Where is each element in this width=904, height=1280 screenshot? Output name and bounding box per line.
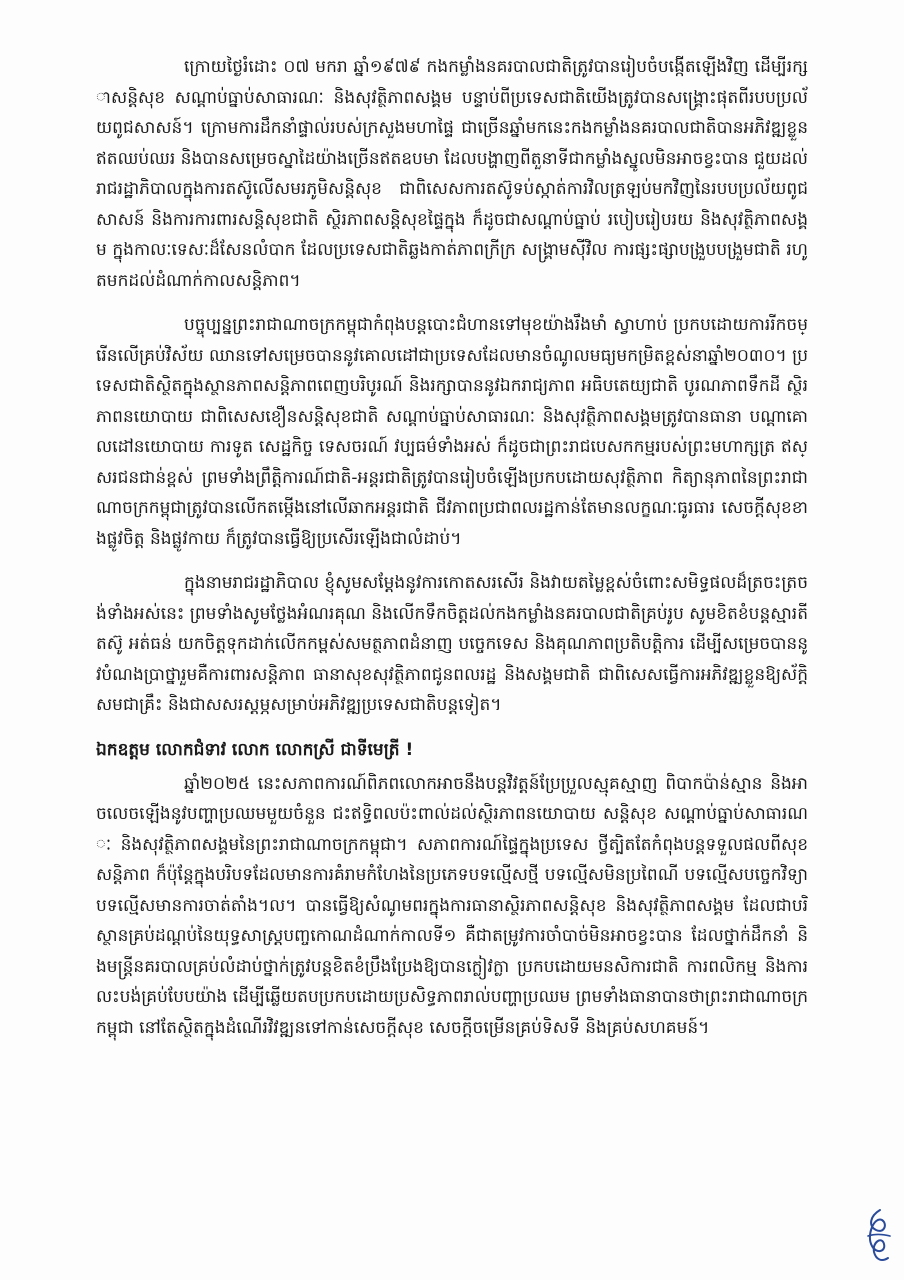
paragraph-4: ឆ្នាំ២០២៥ នេះសភាពការណ៍ពិភពលោកអាចនឹងបន្តវិវត្តន៍ប្រែប្រួលស្មុគស្មាញ ពិបាកប៉ាន់ស្មាន និងអាចលេចឡើងនូវបញ្ហាប្រឈមមួយចំនួន ជះឥទ្ធិពលប៉ះពាល់ដល់ស្ថិរភាពនយោបាយ សន្តិសុខ សណ្តាប់ធ្នាប់សាធារណៈ និងសុវត្ថិភាពសង្គមនៃព្រះរាជាណាចក្រកម្ពុជា។ សភាពការណ៍ផ្ទៃក្នុងប្រទេស ថ្វីត្បិតតែកំពុងបន្តទទួលផលពីសុខសន្តិភាព ក៏ប៉ុន្តែក្នុងបរិបទដែលមានការគំរាមកំហែងនៃប្រភេទបទល្មើសថ្មី បទល្មើសមិនប្រពៃណី បទល្មើសបច្ចេកវិទ្យា បទល្មើសមានការចាត់តាំង។ល។ បានធ្វើឱ្យសំណូមពរក្នុងការធានាស្ថិរភាពសន្តិសុខ និងសុវត្ថិភាពសង្គម ដែលជាបរិស្ថានគ្រប់ដណ្តប់នៃយុទ្ធសាស្ត្របញ្ចកោណដំណាក់កាលទី១ គឺជាតម្រូវការចាំបាច់មិនអាចខ្វះបាន ដែលថ្នាក់ដឹកនាំ និងមន្ត្រីនគរបាលគ្រប់លំដាប់ថ្នាក់ត្រូវបន្តខិតខំប្រឹងប្រែងឱ្យបានក្លៀវក្លា ប្រកបដោយមនសិការជាតិ ការពលិកម្ម និងការលះបង់គ្រប់បែបយ៉ាង ដើម្បីឆ្លើយតបប្រកបដោយប្រសិទ្ធភាពរាល់បញ្ហាប្រឈម ព្រមទាំងធានាបានថាព្រះរាជាណាចក្រកម្ពុជា នៅតែស្ថិតក្នុងដំណើរវិវឌ្ឍនទៅកាន់សេចក្តីសុខ សេចក្តីចម្រើនគ្រប់ទិសទី និងគ្រប់សហគមន៍។ — [96, 773, 808, 1038]
paragraph-3: ក្នុងនាមរាជរដ្ឋាភិបាល ខ្ញុំសូមសម្តែងនូវការកោតសរសើរ និងវាយតម្លៃខ្ពស់ចំពោះសមិទ្ធផលដ៏ត្រចះត្រចង់ទាំងអស់នេះ ព្រមទាំងសូមថ្លែងអំណរគុណ និងលើកទឹកចិត្តដល់កងកម្លាំងនគរបាលជាតិគ្រប់រូប សូមខិតខំបន្តស្មារតីតស៊ូ អត់ធន់ យកចិត្តទុកដាក់លើកកម្ពស់សមត្ថភាពដំនាញ បច្ចេកទេស និងគុណភាពប្រតិបត្តិការ ដើម្បីសម្រេចបាននូវបំណងប្រាថ្នារួមគឺការពារសន្តិភាព ធានាសុខសុវត្ថិភាពជូនពលរដ្ឋ និងសង្គមជាតិ ជាពិសេសធ្វើការអភិវឌ្ឍខ្លួនឱ្យស័ក្តិសមជាគ្រឹះ និងជាសសរស្តម្ភសម្រាប់អភិវឌ្ឍប្រទេសជាតិបន្តទៀត។ — [96, 573, 808, 715]
paragraph-1: ក្រោយថ្ងៃរំដោះ ០៧ មករា ឆ្នាំ១៩៧៩ កងកម្លាំងនគរបាលជាតិត្រូវបានរៀបចំបង្កើតឡើងវិញ ដើម្បីរក្សាសន្តិសុខ សណ្តាប់ធ្នាប់សាធារណៈ និងសុវត្ថិភាពសង្គម បន្ទាប់ពីប្រទេសជាតិយើងត្រូវបានសង្គ្រោះផុតពីរបបប្រល័យពូជសាសន៍។ ក្រោមការដឹកនាំផ្ទាល់របស់ក្រសួងមហាផ្ទៃ ជាច្រើនឆ្នាំមកនេះកងកម្លាំងនគរបាលជាតិបានអភិវឌ្ឍខ្លួនឥតឈប់ឈរ និងបានសម្រេចស្នាដៃយ៉ាងច្រើនឥតឧបមា ដែលបង្ហាញពីតួនាទីជាកម្លាំងស្នូលមិនអាចខ្វះបាន ជួយដល់រាជរដ្ឋាភិបាលក្នុងការតស៊ូលើសមរភូមិសន្តិសុខ ជាពិសេសការតស៊ូទប់ស្កាត់ការវិលត្រឡប់មកវិញនៃរបបប្រល័យពូជសាសន៍ និងការការពារសន្តិសុខជាតិ ស្ថិរភាពសន្តិសុខផ្ទៃក្នុង ក៏ដូចជាសណ្តាប់ធ្នាប់ របៀបរៀបរយ និងសុវត្ថិភាពសង្គម ក្នុងកាលៈទេសៈដ៏សែនលំបាក ដែលប្រទេសជាតិឆ្លងកាត់ភាពក្រីក្រ សង្គ្រាមស៊ីវិល ការផ្សះផ្សាបង្រួបបង្រួមជាតិ រហូតមកដល់ដំណាក់កាលសន្តិភាព។ — [96, 57, 808, 291]
salutation-heading: ឯកឧត្តម លោកជំទាវ លោក លោកស្រី ជាទីមេត្រី ! — [96, 739, 414, 760]
paragraph-2: បច្ចុប្បន្នព្រះរាជាណាចក្រកម្ពុជាកំពុងបន្តបោះជំហានទៅមុខយ៉ាងរឹងមាំ ស្វាហាប់ ប្រកបដោយការរីកចម្រើនលើគ្រប់វិស័យ ឈានទៅសម្រេចបាននូវគោលដៅជាប្រទេសដែលមានចំណូលមធ្យមកម្រិតខ្ពស់នាឆ្នាំ២០៣០។ ប្រទេសជាតិស្ថិតក្នុងស្ថានភាពសន្តិភាពពេញបរិបូរណ៍ និងរក្សាបាននូវឯករាជ្យភាព អធិបតេយ្យជាតិ បូរណភាពទឹកដី ស្ថិរភាពនយោបាយ ជាពិសេសខឿនសន្តិសុខជាតិ សណ្តាប់ធ្នាប់សាធារណៈ និងសុវត្ថិភាពសង្គមត្រូវបានធានា បណ្តាគោលដៅនយោបាយ ការទូត សេដ្ឋកិច្ច ទេសចរណ៍ វប្បធម៌ទាំងអស់ ក៏ដូចជាព្រះរាជបេសកកម្មរបស់ព្រះមហាក្សត្រ ឥស្សរជនជាន់ខ្ពស់ ព្រមទាំងព្រឹត្តិការណ៍ជាតិ-អន្តរជាតិត្រូវបានរៀបចំឡើងប្រកបដោយសុវត្ថិភាព កិត្យានុភាពនៃព្រះរាជាណាចក្រកម្ពុជាត្រូវបានលើកតម្កើងនៅលើឆាកអន្តរជាតិ ជីវភាពប្រជាពលរដ្ឋកាន់តែមានលក្ខណៈធូរធារ សេចក្តីសុខខាងផ្លូវចិត្ត និងផ្លូវកាយ ក៏ត្រូវបានធ្វើឱ្យប្រសើរឡើងជាលំដាប់។ — [96, 315, 808, 549]
signature-mark — [860, 1206, 896, 1264]
document-body — [96, 52, 808, 1057]
